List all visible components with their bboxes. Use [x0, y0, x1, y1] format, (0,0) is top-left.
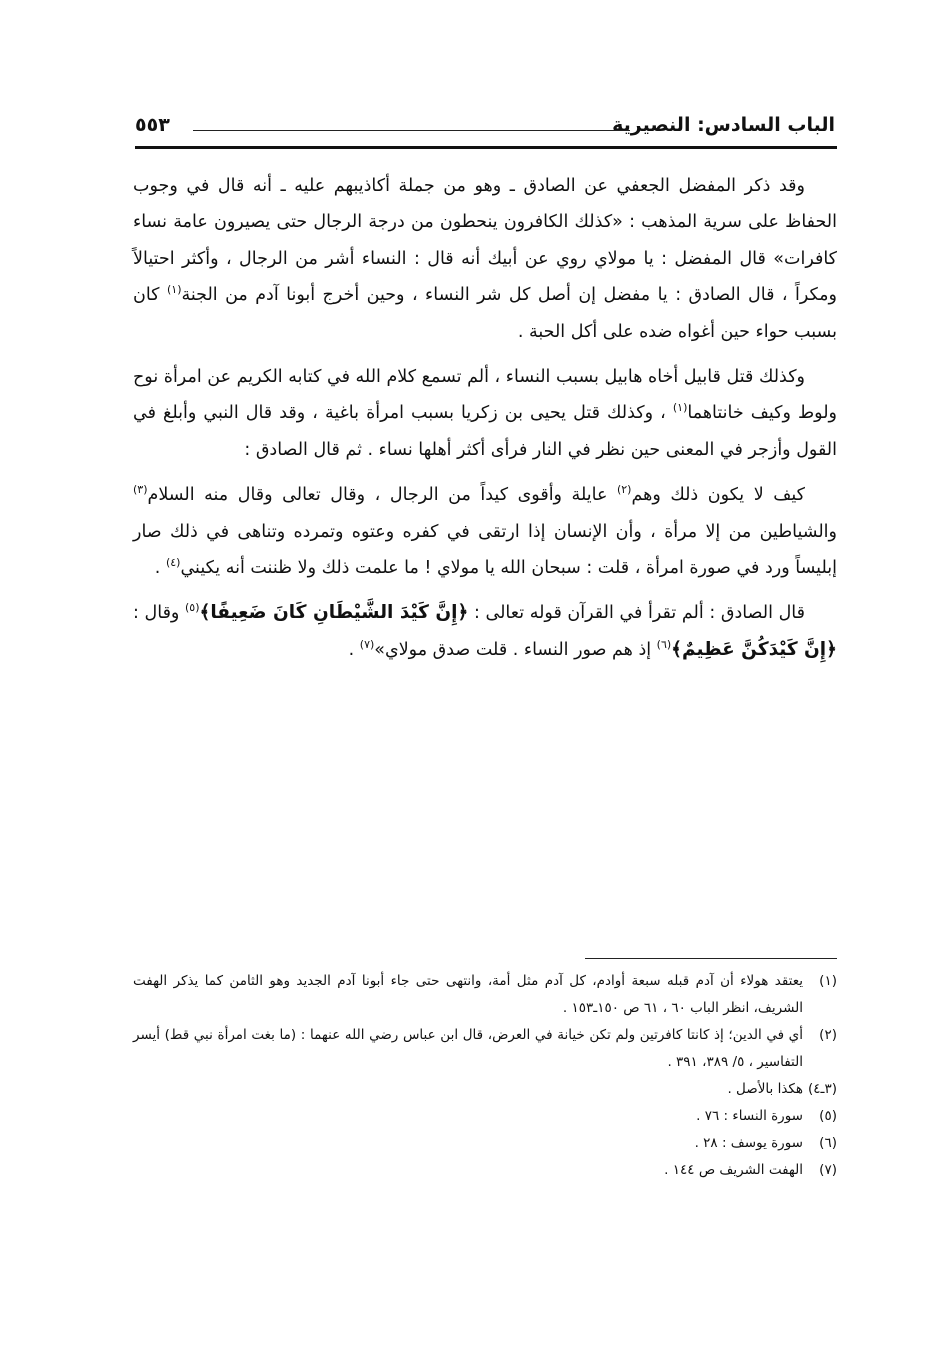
paragraph-text: والشياطين من إلا مرأة ، وأن الإنسان إذا ارتقى في كفره وعتوه وتمرده وتناهى في ذلك صار إبليساً ورد في صورة امرأة ، قلت : سبحان الله يا مولاي ! ما علمت ذلك ولا ظننت أنه يكيني	[133, 521, 837, 579]
paragraph-text: .	[154, 558, 166, 579]
footnote-ref: (٤)	[165, 556, 181, 570]
header-rule	[135, 146, 837, 149]
paragraph-text: كيف لا يكون ذلك وهم	[631, 485, 805, 506]
footnote-ref: (٧)	[359, 638, 375, 652]
footnote-separator	[585, 958, 837, 959]
footnotes	[133, 968, 837, 1184]
running-header	[135, 110, 835, 146]
paragraph-4	[133, 595, 837, 668]
chapter-title: الباب السادس: النصيرية	[612, 114, 835, 136]
paragraph-text: وكذلك قتل قابيل أخاه هابيل بسبب النساء ، ألم تسمع كلام الله في كتابه الكريم عن امرأة نوح ولوط وكيف خانتاهما	[133, 367, 837, 424]
paragraph-text: إذ هم صور النساء . قلت صدق مولاي»	[374, 639, 657, 660]
paragraph-text: .	[348, 639, 360, 660]
footnote-ref: (٣)	[133, 483, 148, 497]
footnote-text: الهفت الشريف ص ١٤٤ .	[664, 1162, 803, 1178]
body-text	[133, 168, 837, 668]
footnote-number: (٧)	[819, 1162, 837, 1178]
paragraph-text: كان بسبب حواء حين أغواه ضده على أكل الحبة .	[133, 285, 837, 342]
footnote-number: (٥)	[819, 1108, 837, 1124]
paragraph-text: عايلة وأقوى كيداً من الرجال ، وقال تعالى وقال منه السلام	[147, 485, 617, 506]
paragraph-2	[133, 359, 837, 468]
footnote-number: (٣ـ٤)	[807, 1081, 837, 1097]
footnote-text: سورة يوسف : ٢٨ .	[694, 1135, 803, 1151]
paragraph-text: وقال :	[133, 603, 185, 624]
footnote-text: سورة النساء : ٧٦ .	[696, 1108, 803, 1124]
paragraph-text: وقد ذكر المفضل الجعفي عن الصادق ـ وهو من جملة أكاذيبهم عليه ـ أنه قال في وجوب الحفاظ على سرية المذهب : «كذلك الكافرون ينحطون من درجة الرجال حتى يصيرون عامة نساء كافرات» قال المفضل : يا مولاي روي عن أبيك أنه قال : النساء أشر من الرجال ، وأكثر احتيالاً ومكراً ، قال الصادق : يا مفضل إن أصل كل شر النساء ، وحين أخرج أبونا آدم من الجنة	[133, 176, 838, 306]
footnote-item	[133, 1076, 837, 1103]
paragraph-1	[133, 168, 837, 350]
footnote-text: يعتقد هولاء أن آدم قبله سبعة أوادم، كل آدم مثل أمة، وانتهى حتى جاء أبونا آدم الجديد وهو الثامن كما يذكر الهفت الشريف، انظر الباب ٦٠ ، ٦١ ص ١٥٠ـ١٥٣ .	[133, 973, 803, 1016]
footnote-ref: (١)	[166, 283, 182, 297]
footnote-ref: (٥)	[185, 601, 200, 615]
footnote-number: (٢)	[819, 1027, 837, 1043]
paragraph-text: قال الصادق : ألم تقرأ في القرآن قوله تعالى :	[468, 603, 805, 624]
quran-verse: ﴿إِنَّ كَيْدَكُنَّ عَظِيمٌ﴾	[671, 638, 837, 660]
footnote-item	[133, 968, 837, 1022]
footnote-item	[133, 1103, 837, 1130]
footnote-ref: (١)	[672, 401, 688, 415]
footnote-number: (٦)	[819, 1135, 837, 1151]
footnote-number: (١)	[819, 973, 837, 989]
header-leader-line	[193, 130, 630, 131]
footnote-item	[133, 1130, 837, 1157]
paragraph-3	[133, 477, 837, 586]
quran-verse: ﴿إِنَّ كَيْدَ الشَّيْطَانِ كَانَ ضَعِيفًا﴾	[199, 602, 469, 624]
paragraph-text: ، وكذلك قتل يحيى بن زكريا بسبب امرأة باغية ، وقد قال النبي وأبلغ في القول وأزجر في المعنى حين نظر في النار فرأى أكثر أهلها نساء . ثم قال الصادق :	[133, 403, 837, 460]
footnote-ref: (٦)	[656, 638, 672, 652]
footnote-text: هكذا بالأصل .	[727, 1081, 803, 1097]
page-number: ٥٥٣	[135, 114, 170, 136]
footnote-item	[133, 1022, 837, 1076]
footnote-item	[133, 1157, 837, 1184]
footnote-ref: (٢)	[616, 483, 632, 497]
footnote-text: أي في الدين؛ إذ كانتا كافرتين ولم تكن خيانة في العرض، قال ابن عباس رضي الله عنهما : (ما بغت امرأة نبي قط) أيسر التفاسير ، ٥/ ٣٨٩، ٣٩١ .	[133, 1027, 803, 1070]
